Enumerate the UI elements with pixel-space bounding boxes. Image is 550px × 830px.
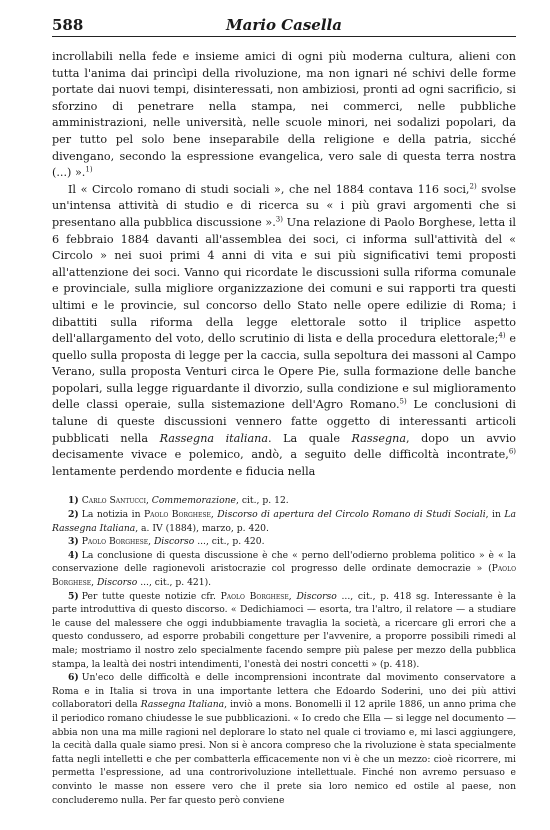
footnotes — [52, 494, 516, 807]
body-text — [52, 49, 516, 480]
footnote-6: 6) Un'eco delle difficoltà e delle incomprensioni incontrate dal movimento conservatore a Roma e in Italia si trova in una importante lettera che Edoardo Soderini, uno dei più attivi collaboratori della Rassegna Italiana, inviò a mons. Bonomelli il 12 aprile 1886, un anno prima che il periodico romano chiudesse le sue pubblicazioni. « Io credo che Ella — si legge nel documento — abbia non una ma mille ragioni nel deplorare lo stato nel quale ci troviamo e, mi lasci aggiungere, la cecità dalla quale siamo presi. Non si è ancora compreso che la rivoluzione è stata specialmente fatta negli intelletti e che per combatterla efficacemente non vi è che un mezzo: cioè ricorrere, mi permetta l'espressione, ad una controrivoluzione intellettuale. Finché non avremo persuaso e convinto le masse non essere vero che il prete sia loro nemico ed ostile al paese, non concluderemo nulla. Per far questo però conviene — [52, 672, 517, 806]
footnote-1: 1) Carlo Santucci, Commemorazione, cit., p. 12. — [68, 495, 289, 507]
running-title: Mario Casella — [226, 16, 342, 34]
footnote-ref-3[interactable]: 3) — [275, 215, 283, 224]
footnote-3: 3) Paolo Borghese, Discorso ..., cit., p. 420. — [68, 536, 265, 548]
page-number: 588 — [52, 16, 84, 34]
footnote-ref-5[interactable]: 5) — [399, 397, 407, 406]
footnote-2: 2) La notizia in Paolo Borghese, Discorso di apertura del Circolo Romano di Studi Sociali, in La Rassegna Italiana, a. IV (1884), marzo, p. 420. — [52, 509, 516, 534]
paragraph-1: incrollabili nella fede e insieme amici di ogni più moderna cultura, alieni con tutta l'anima dai princìpi della rivoluzione, ma non ignari né schivi delle forme portate dai nuovi tempi, disinteressati, non ambiziosi, pronti ad ogni sacrificio, si sforzino di penetrare nella stampa, nei commerci, nelle pubbliche amministrazioni, nelle università, nelle scuole minori, nei sodalizi popolari, da per tutto pel solo bene inseparabile della religione e della patria, sicché divengano, secondo la espressione evangelica, vero sale di questa terra nostra (...) ».$^{1)}$ — [52, 50, 516, 180]
running-head — [52, 10, 516, 37]
footnote-ref-6[interactable]: 6) — [508, 447, 516, 456]
footnote-4: 4) La conclusione di questa discussione è che « perno dell'odierno problema politico » è « la conservazione delle ragionevoli aristocrazie col progresso delle ordinate democrazie » (Paolo Borghese, Discorso ..., cit., p. 421). — [52, 549, 516, 588]
paragraph-2: Il « Circolo romano di studi sociali », che nel 1884 contava 116 soci,$^{2)}$ svolse un'intensa attività di studio e di ricerca su « i più gravi argomenti che si presentano alla pubblica discussione ».$^{3)}$ Una relazione di Paolo Borghese, letta il 6 febbraio 1884 davanti all'assemblea dei soci, ci informa sull'attività del « Circolo » nei suoi primi 4 anni di vita e sui più significativi temi proposti all'attenzione dei soci. Vanno qui ricordate le discussioni sulla riforma comunale e provinciale, sulla migliore organizzazione dei comuni e sui rapporti tra questi ultimi e le provincie, sul concorso dello Stato nelle opere edilizie di Roma; i dibattiti sulla riforma della legge elettorale sotto il triplice aspetto dell'allargamento del voto, dello scrutinio di lista e della procedura elettorale;$^{4)}$ e quello sulla proposta di legge per la caccia, sulla sepoltura dei massoni al Campo Verano, sulla proposta Venturi circa le Opere Pie, sulla formazione delle banche popolari, sulla legge riguardante il divorzio, sulla condizione e sul miglioramento delle classi operaie, sulla sistemazione dell'Agro Romano.$^{5)}$ Le conclusioni di talune di queste discussioni vennero fatte oggetto di interessanti articoli pubblicati nella Rassegna italiana. La quale Rassegna, dopo un avvio decisamente vivace e polemico, andò, a seguito delle difficoltà incontrate,$^{6)}$ lentamente perdendo mordente e fiducia nella — [52, 182, 517, 478]
footnote-ref-4[interactable]: 4) — [498, 331, 506, 340]
footnote-5: 5) Per tutte queste notizie cfr. Paolo Borghese, Discorso ..., cit., p. 418 sg. Interessante è la parte introduttiva di questo discorso. « Dedichiamoci — esorta, tra l'altro, il relatore — a studiare le cause del malessere che oggi indubbiamente travaglia la società, a ricercare gli errori che a questo condussero, ad esporre probabili congetture per l'avvenire, a proporre possibili rimedi al male; mostriamo il nostro zelo specialmente facendo sempre più palese per mezzo della pubblica stampa, la lealtà dei nostri intendimenti, l'onestà dei nostri concetti » (p. 418). — [52, 590, 517, 670]
footnote-ref-2[interactable]: 2) — [469, 182, 477, 191]
footnote-ref-1[interactable]: 1) — [85, 165, 93, 174]
